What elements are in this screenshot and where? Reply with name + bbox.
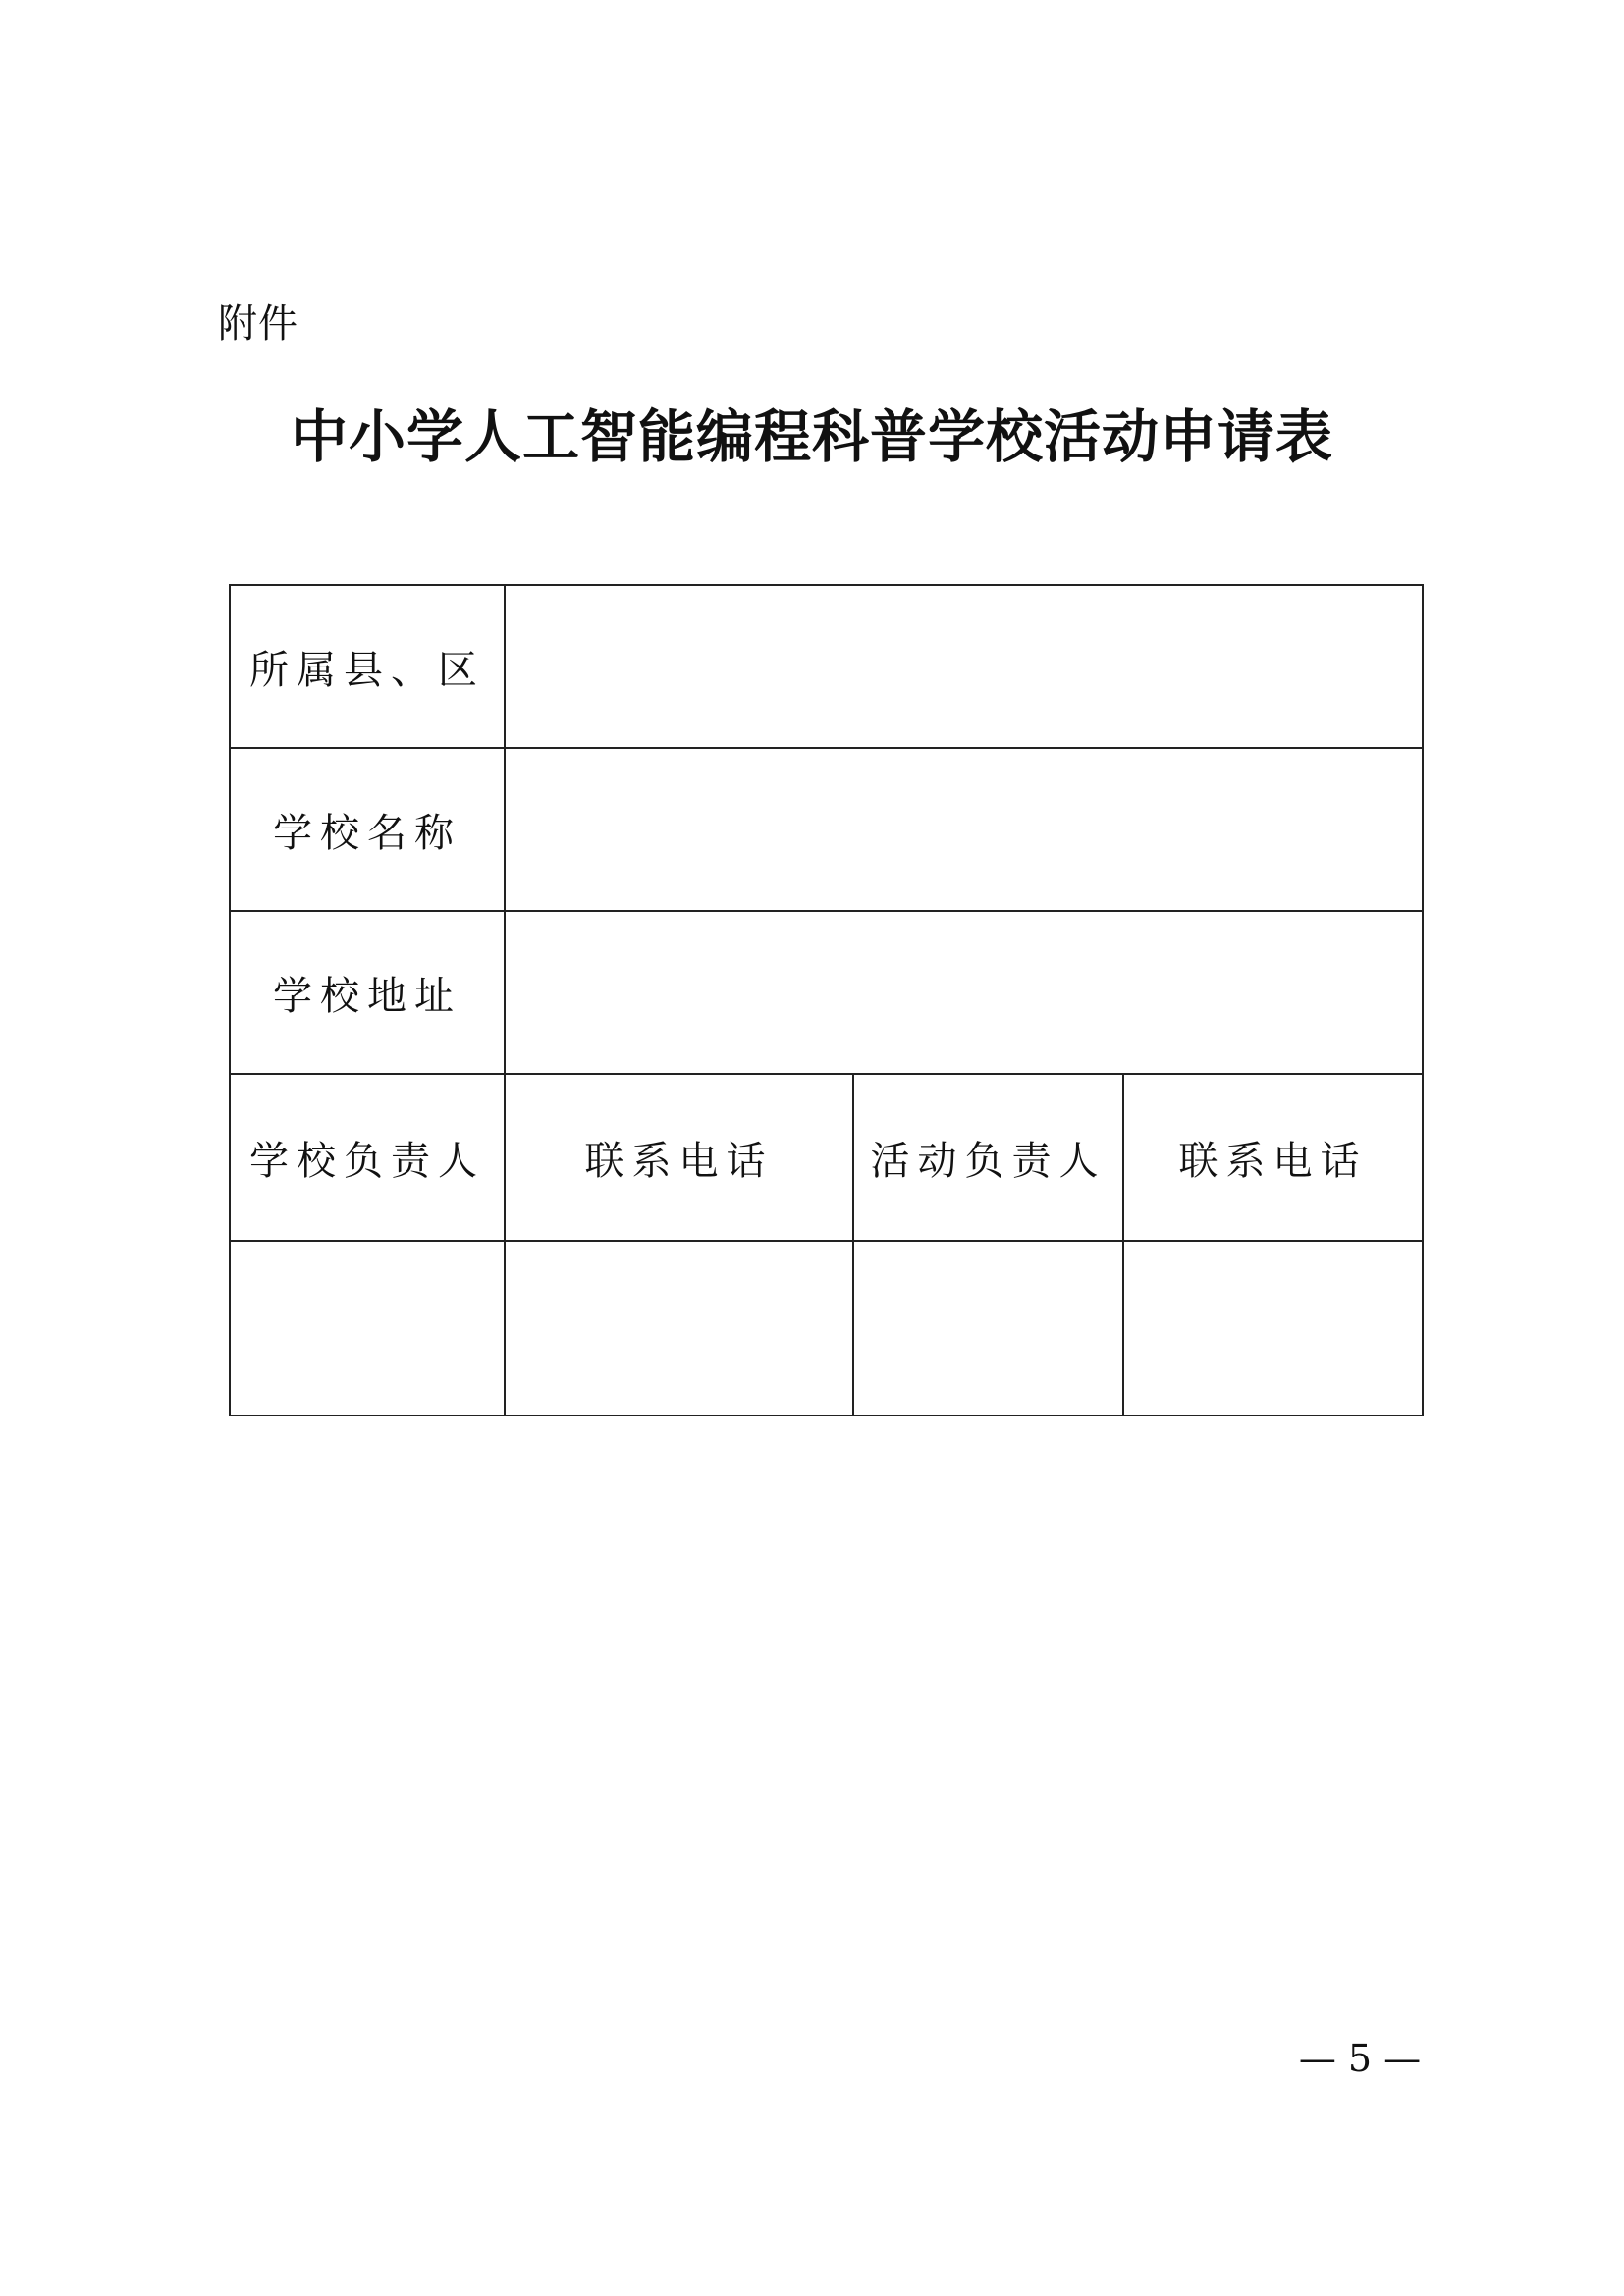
activity-lead-field[interactable] xyxy=(853,1241,1123,1415)
application-form-table xyxy=(229,584,1424,1416)
activity-phone-header: 联系电话 xyxy=(1123,1074,1423,1241)
document-title: 中小学人工智能编程科普学校活动申请表 xyxy=(290,403,1333,470)
school-address-field[interactable] xyxy=(505,911,1423,1074)
form-row-school-name xyxy=(230,748,1423,911)
school-address-label: 学校地址 xyxy=(230,911,505,1074)
activity-phone-field[interactable] xyxy=(1123,1241,1423,1415)
attachment-label: 附件 xyxy=(218,301,298,347)
form-row-district xyxy=(230,585,1423,748)
school-name-label: 学校名称 xyxy=(230,748,505,911)
form-row-school-address xyxy=(230,911,1423,1074)
form-row-contact-headers xyxy=(230,1074,1423,1241)
page-number: — 5 — xyxy=(1298,2037,1422,2080)
school-name-field[interactable] xyxy=(505,748,1423,911)
school-phone-header: 联系电话 xyxy=(505,1074,853,1241)
district-label: 所属县、区 xyxy=(230,585,505,748)
school-principal-header: 学校负责人 xyxy=(230,1074,505,1241)
district-field[interactable] xyxy=(505,585,1423,748)
activity-lead-header: 活动负责人 xyxy=(853,1074,1123,1241)
form-row-contact-values xyxy=(230,1241,1423,1415)
school-phone-field[interactable] xyxy=(505,1241,853,1415)
school-principal-field[interactable] xyxy=(230,1241,505,1415)
